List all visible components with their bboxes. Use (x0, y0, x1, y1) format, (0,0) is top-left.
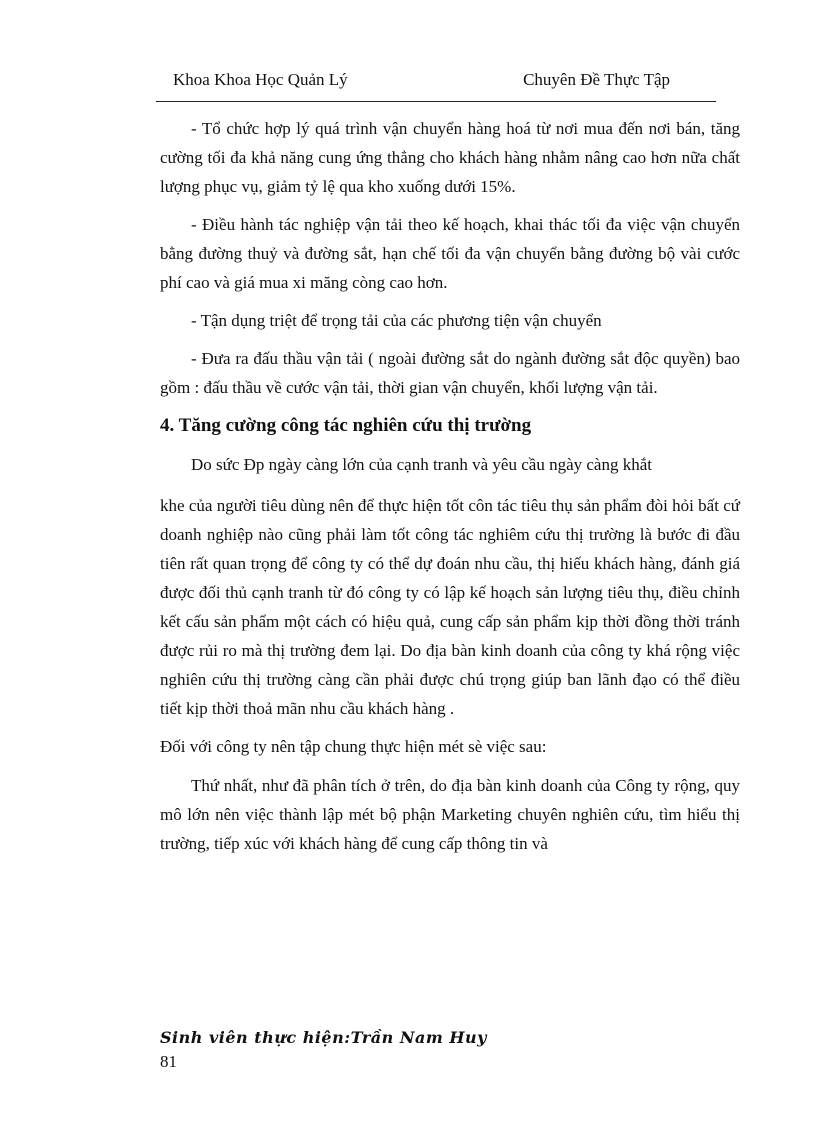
paragraph-transport-organization: - Tổ chức hợp lý quá trình vận chuyển hàng hoá từ nơi mua đến nơi bán, tăng cường tối đa khả năng cung ứng thẳng cho khách hàng nhằm nâng cao hơn nữa chất lượng phục vụ, giảm tỷ lệ qua kho xuống dưới 15%. (160, 119, 740, 196)
paragraph-company-tasks: Đối với công ty nên tập chung thực hiện mét sè việc sau: (160, 737, 547, 756)
section-heading: 4. Tăng cường công tác nghiên cứu thị trường (160, 415, 532, 436)
header-faculty: Khoa Khoa Học Quản Lý (173, 70, 348, 89)
page-number: 81 (160, 1052, 177, 1071)
page-header (156, 70, 716, 96)
paragraph-load-capacity: - Tận dụng triệt để trọng tải của các phương tiện vận chuyển (191, 311, 602, 330)
document-body (160, 114, 740, 858)
header-divider (156, 101, 716, 102)
paragraph-first-task: Thứ nhất, như đã phân tích ở trên, do địa bàn kinh doanh của Công ty rộng, quy mô lớn nên việc thành lập mét bộ phận Marketing chuyên nghiên cứu, tìm hiểu thị trường, tiếp xúc với khách hàng để cung cấp thông tin và (160, 776, 740, 853)
paragraph-transport-operations: - Điều hành tác nghiệp vận tải theo kế hoạch, khai thác tối đa việc vận chuyển bằng đường thuỷ và đường sắt, hạn chế tối đa vận chuyển bằng đường bộ vài cước phí cao và giá mua xi măng còng cao hơn. (160, 215, 740, 292)
paragraph-transport-bidding: - Đưa ra đấu thầu vận tải ( ngoài đường sắt do ngành đường sắt độc quyền) bao gồm : đấu thầu về cước vận tải, thời gian vận chuyển, khối lượng vận tải. (160, 349, 740, 397)
header-title: Chuyên Đề Thực Tập (523, 70, 670, 89)
footer-signature: Sinh viên thực hiện:Trần Nam Huy (160, 1028, 487, 1047)
paragraph-market-research-lead: Do sức Đp ngày càng lớn của cạnh tranh và yêu cầu ngày càng khắt (191, 455, 652, 474)
paragraph-market-research-body: khe của người tiêu dùng nên để thực hiện tốt côn tác tiêu thụ sản phẩm đòi hỏi bất cứ doanh nghiệp nào cũng phải làm tốt công tác nghiêm cứu thị trường là bước đi đầu tiên rất quan trọng để công ty có thể dự đoán nhu cầu, thị hiếu khách hàng, đánh giá được đối thủ cạnh tranh từ đó công ty có lập kế hoạch sản lượng tiêu thụ, điều chỉnh kết cấu sản phẩm một cách có hiệu quả, cung cấp sản phẩm kịp thời đồng thời tránh được rủi ro mà thị trường đem lại. Do địa bàn kinh doanh của công ty khá rộng việc nghiên cứu thị trường càng cần phải được chú trọng giúp ban lãnh đạo có thể điều tiết kịp thời thoả mãn nhu cầu khách hàng . (160, 496, 740, 718)
